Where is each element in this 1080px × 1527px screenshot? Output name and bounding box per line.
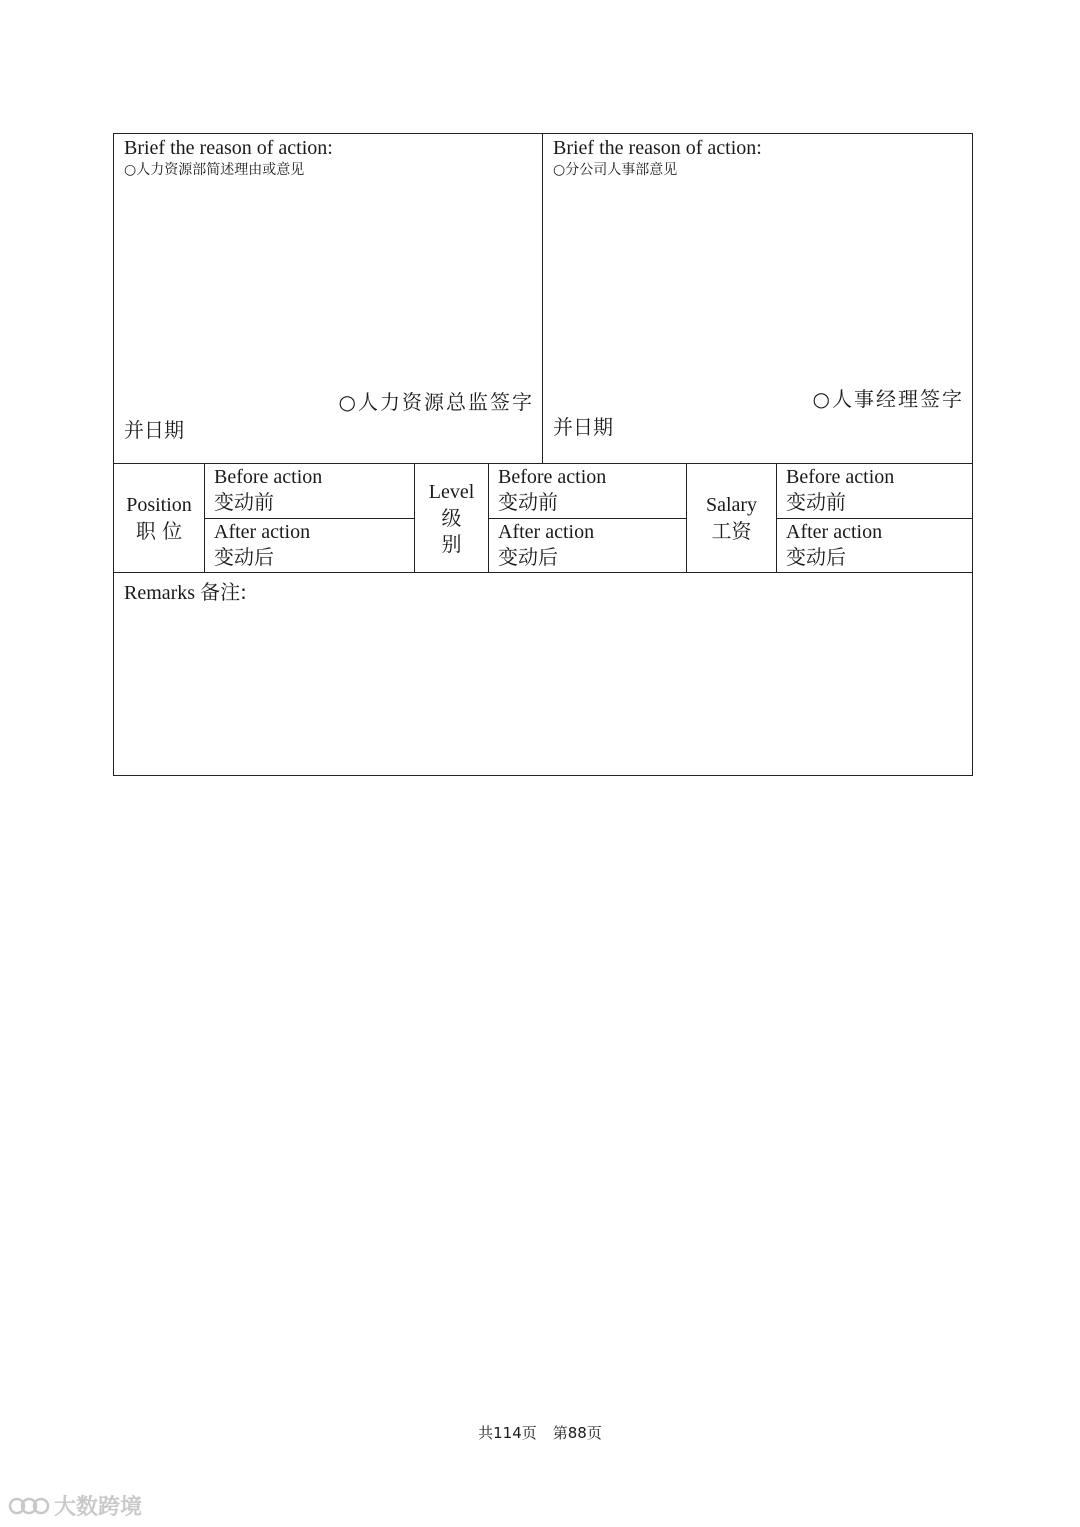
level-label-zh-2: 别 xyxy=(441,532,462,556)
level-after-zh: 变动后 xyxy=(498,544,558,569)
total-pages: 共114页 xyxy=(478,1424,537,1442)
level-label xyxy=(415,464,489,572)
salary-label-en: Salary xyxy=(705,494,758,516)
hr-department-opinion-cell[interactable] xyxy=(114,134,543,463)
salary-after-en: After action xyxy=(786,520,883,543)
branch-hr-opinion-cell[interactable] xyxy=(543,134,972,463)
level-before-en: Before action xyxy=(498,466,607,488)
level-before-field[interactable] xyxy=(489,464,686,519)
page-number-footer xyxy=(0,1422,1080,1443)
watermark-logo-icon xyxy=(8,1494,50,1518)
level-label-en: Level xyxy=(428,481,475,503)
salary-label-zh: 工资 xyxy=(711,519,752,543)
watermark-text: 大数跨境 xyxy=(54,1495,143,1520)
position-label xyxy=(114,464,205,572)
position-after-en: After action xyxy=(214,520,311,543)
hr-reason-subheading: ○人力资源部简述理由或意见 xyxy=(124,162,305,178)
position-label-en: Position xyxy=(126,494,192,516)
remarks-label-en: Remarks xyxy=(124,582,196,604)
branch-reason-subheading: ○分公司人事部意见 xyxy=(553,162,678,178)
level-label-zh-1: 级 xyxy=(441,506,462,530)
approval-row xyxy=(114,134,972,464)
position-label-zh: 职 位 xyxy=(135,519,183,543)
hr-director-signature-label: ○人力资源总监签字 xyxy=(338,390,534,414)
change-details-row xyxy=(114,464,972,573)
level-change-fields xyxy=(489,464,687,572)
position-before-zh: 变动前 xyxy=(214,490,274,514)
hr-date-label: 并日期 xyxy=(124,418,184,442)
watermark xyxy=(8,1490,142,1521)
level-after-en: After action xyxy=(498,520,595,543)
salary-before-zh: 变动前 xyxy=(786,490,846,514)
hr-manager-signature-label: ○人事经理签字 xyxy=(812,387,964,411)
salary-change-fields xyxy=(777,464,972,572)
position-change-fields xyxy=(205,464,415,572)
personnel-action-form xyxy=(113,133,973,776)
salary-label xyxy=(687,464,777,572)
salary-before-en: Before action xyxy=(786,466,895,488)
remarks-label xyxy=(124,576,247,605)
salary-after-field[interactable] xyxy=(777,519,972,573)
position-after-zh: 变动后 xyxy=(214,544,274,569)
branch-reason-heading: Brief the reason of action: xyxy=(553,137,762,159)
salary-after-zh: 变动后 xyxy=(786,544,846,569)
branch-date-label: 并日期 xyxy=(553,415,613,439)
salary-before-field[interactable] xyxy=(777,464,972,519)
level-after-field[interactable] xyxy=(489,519,686,573)
position-before-field[interactable] xyxy=(205,464,414,519)
current-page: 第88页 xyxy=(552,1424,602,1442)
remarks-label-zh: 备注: xyxy=(200,580,247,604)
hr-reason-heading: Brief the reason of action: xyxy=(124,137,333,159)
remarks-cell[interactable] xyxy=(114,573,972,775)
level-before-zh: 变动前 xyxy=(498,490,558,514)
position-after-field[interactable] xyxy=(205,519,414,573)
position-before-en: Before action xyxy=(214,466,323,488)
